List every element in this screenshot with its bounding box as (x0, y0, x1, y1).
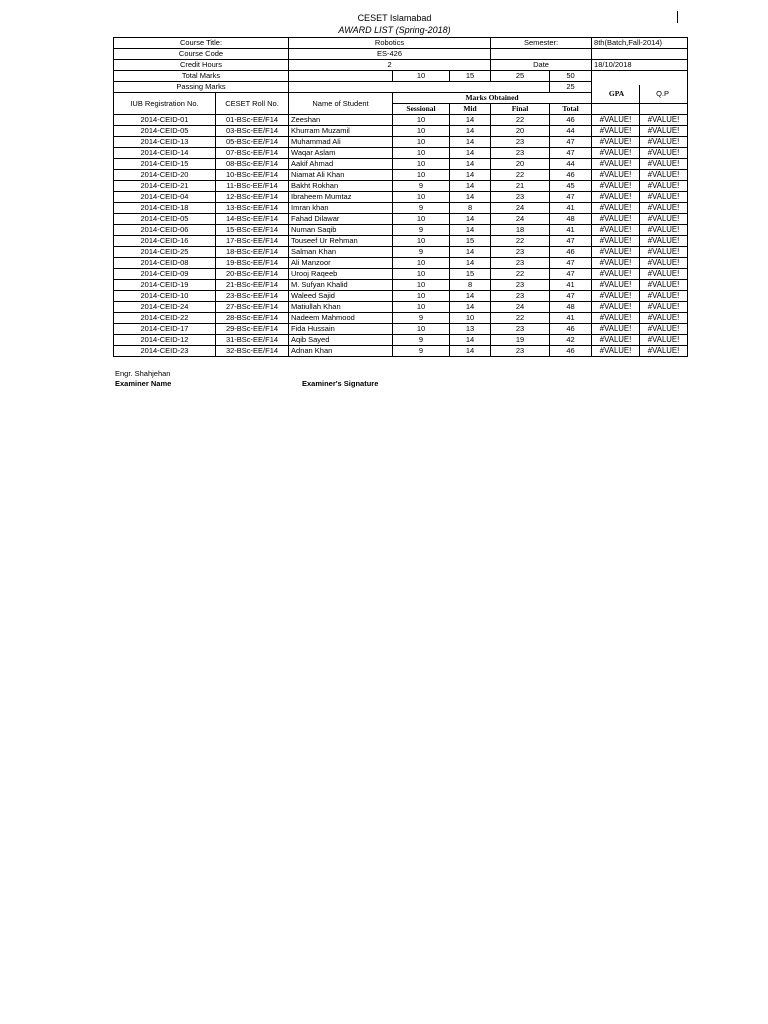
total-cell: 47 (550, 258, 592, 269)
reg-no-cell: 2014-CEID-05 (114, 214, 216, 225)
sessional-cell: 10 (393, 148, 450, 159)
mid-cell: 14 (450, 291, 491, 302)
student-name-cell: Nadeem Mahmood (289, 313, 393, 324)
final-cell: 23 (491, 324, 550, 335)
total-cell: 48 (550, 214, 592, 225)
final-cell: 18 (491, 225, 550, 236)
mid-cell: 14 (450, 148, 491, 159)
qp-cell: #VALUE! (640, 313, 688, 324)
sessional-cell: 10 (393, 269, 450, 280)
total-sessional: 10 (393, 71, 450, 82)
gpa-cell: #VALUE! (592, 302, 640, 313)
gpa-cell: #VALUE! (592, 346, 640, 357)
sessional-cell: 9 (393, 346, 450, 357)
gpa-cell: #VALUE! (592, 137, 640, 148)
course-code-blank (491, 49, 592, 60)
table-row (114, 291, 688, 302)
total-cell: 47 (550, 148, 592, 159)
mid-cell: 13 (450, 324, 491, 335)
final-header: Final (491, 104, 550, 115)
roll-no-cell: 15-BSc-EE/F14 (216, 225, 289, 236)
final-cell: 23 (491, 247, 550, 258)
roll-no-cell: 18-BSc-EE/F14 (216, 247, 289, 258)
student-name-cell: Bakht Rokhan (289, 181, 393, 192)
sessional-cell: 10 (393, 302, 450, 313)
sessional-header: Sessional (393, 104, 450, 115)
mid-cell: 14 (450, 258, 491, 269)
roll-no-header: CESET Roll No. (216, 93, 289, 115)
gpa-cell: #VALUE! (592, 269, 640, 280)
total-final: 25 (491, 71, 550, 82)
total-cell: 41 (550, 280, 592, 291)
final-cell: 20 (491, 159, 550, 170)
student-name-cell: Aqib Sayed (289, 335, 393, 346)
table-row (114, 258, 688, 269)
gpa-cell: #VALUE! (592, 335, 640, 346)
table-row (114, 280, 688, 291)
reg-no-cell: 2014-CEID-01 (114, 115, 216, 126)
student-name-cell: Zeeshan (289, 115, 393, 126)
roll-no-cell: 07-BSc-EE/F14 (216, 148, 289, 159)
qp-cell: #VALUE! (640, 280, 688, 291)
qp-cell: #VALUE! (640, 335, 688, 346)
total-marks-row (114, 71, 688, 82)
mid-cell: 15 (450, 236, 491, 247)
mid-cell: 14 (450, 247, 491, 258)
student-name-cell: Aakif Ahmad (289, 159, 393, 170)
sessional-cell: 10 (393, 170, 450, 181)
mid-cell: 8 (450, 280, 491, 291)
sessional-cell: 9 (393, 181, 450, 192)
table-row (114, 192, 688, 203)
final-cell: 22 (491, 236, 550, 247)
table-row (114, 236, 688, 247)
qp-cell: #VALUE! (640, 115, 688, 126)
examiner-signature-label: Examiner's Signature (302, 379, 379, 388)
award-list-table (113, 37, 688, 357)
passing-total: 25 (550, 82, 592, 93)
student-name-cell: Waqar Aslam (289, 148, 393, 159)
roll-no-cell: 12-BSc-EE/F14 (216, 192, 289, 203)
reg-no-cell: 2014-CEID-06 (114, 225, 216, 236)
credit-hours-row (114, 60, 688, 71)
reg-no-cell: 2014-CEID-14 (114, 148, 216, 159)
reg-no-cell: 2014-CEID-16 (114, 236, 216, 247)
student-name-cell: M. Sufyan Khalid (289, 280, 393, 291)
mid-header: Mid (450, 104, 491, 115)
reg-no-cell: 2014-CEID-12 (114, 335, 216, 346)
table-row (114, 214, 688, 225)
gpa-cell: #VALUE! (592, 225, 640, 236)
roll-no-cell: 03-BSc-EE/F14 (216, 126, 289, 137)
total-cell: 47 (550, 192, 592, 203)
mid-cell: 14 (450, 181, 491, 192)
qp-cell: #VALUE! (640, 302, 688, 313)
sessional-cell: 9 (393, 203, 450, 214)
student-name-cell: Ali Manzoor (289, 258, 393, 269)
qp-spacer (640, 104, 688, 115)
table-row (114, 148, 688, 159)
gpa-cell: #VALUE! (592, 203, 640, 214)
total-total: 50 (550, 71, 592, 82)
roll-no-cell: 21-BSc-EE/F14 (216, 280, 289, 291)
roll-no-cell: 19-BSc-EE/F14 (216, 258, 289, 269)
gpa-qp-header (592, 71, 688, 104)
qp-cell: #VALUE! (640, 225, 688, 236)
reg-no-cell: 2014-CEID-13 (114, 137, 216, 148)
reg-no-cell: 2014-CEID-09 (114, 269, 216, 280)
mid-cell: 14 (450, 302, 491, 313)
total-cell: 48 (550, 302, 592, 313)
final-cell: 23 (491, 192, 550, 203)
gpa-cell: #VALUE! (592, 280, 640, 291)
course-title-label: Course Title: (114, 38, 289, 49)
total-cell: 44 (550, 126, 592, 137)
qp-cell: #VALUE! (640, 192, 688, 203)
total-cell: 47 (550, 269, 592, 280)
sessional-cell: 9 (393, 313, 450, 324)
sessional-cell: 10 (393, 192, 450, 203)
table-row (114, 203, 688, 214)
roll-no-cell: 11-BSc-EE/F14 (216, 181, 289, 192)
student-name-cell: Ibraheem Mumtaz (289, 192, 393, 203)
qp-header: Q.P (656, 89, 670, 98)
mid-cell: 10 (450, 313, 491, 324)
qp-cell: #VALUE! (640, 137, 688, 148)
sessional-cell: 10 (393, 291, 450, 302)
marks-obtained-header: Marks Obtained (393, 93, 592, 104)
reg-no-cell: 2014-CEID-17 (114, 324, 216, 335)
final-cell: 19 (491, 335, 550, 346)
sessional-cell: 10 (393, 115, 450, 126)
mid-cell: 14 (450, 192, 491, 203)
roll-no-cell: 28-BSc-EE/F14 (216, 313, 289, 324)
mid-cell: 14 (450, 126, 491, 137)
reg-no-cell: 2014-CEID-22 (114, 313, 216, 324)
sessional-cell: 9 (393, 335, 450, 346)
table-row (114, 170, 688, 181)
student-name-cell: Waleed Sajid (289, 291, 393, 302)
sessional-cell: 9 (393, 247, 450, 258)
final-cell: 23 (491, 137, 550, 148)
mid-cell: 14 (450, 159, 491, 170)
sessional-cell: 10 (393, 258, 450, 269)
gpa-header: GPA (594, 85, 640, 103)
roll-no-cell: 20-BSc-EE/F14 (216, 269, 289, 280)
total-cell: 41 (550, 225, 592, 236)
total-cell: 47 (550, 137, 592, 148)
qp-cell: #VALUE! (640, 126, 688, 137)
final-cell: 23 (491, 346, 550, 357)
semester-value: 8th(Batch,Fall-2014) (592, 38, 688, 49)
student-name-cell: Adnan Khan (289, 346, 393, 357)
qp-cell: #VALUE! (640, 214, 688, 225)
sessional-cell: 10 (393, 214, 450, 225)
total-cell: 46 (550, 324, 592, 335)
total-cell: 46 (550, 346, 592, 357)
date-label: Date (491, 60, 592, 71)
mid-cell: 14 (450, 214, 491, 225)
final-cell: 23 (491, 148, 550, 159)
student-name-cell: Numan Saqib (289, 225, 393, 236)
reg-no-cell: 2014-CEID-25 (114, 247, 216, 258)
reg-no-cell: 2014-CEID-19 (114, 280, 216, 291)
gpa-cell: #VALUE! (592, 115, 640, 126)
roll-no-cell: 13-BSc-EE/F14 (216, 203, 289, 214)
course-code-label: Course Code (114, 49, 289, 60)
table-row (114, 346, 688, 357)
name-header: Name of Student (289, 93, 393, 115)
total-cell: 45 (550, 181, 592, 192)
gpa-cell: #VALUE! (592, 258, 640, 269)
reg-no-cell: 2014-CEID-05 (114, 126, 216, 137)
gpa-cell: #VALUE! (592, 148, 640, 159)
qp-cell: #VALUE! (640, 269, 688, 280)
table-row (114, 115, 688, 126)
reg-no-cell: 2014-CEID-21 (114, 181, 216, 192)
qp-cell: #VALUE! (640, 258, 688, 269)
roll-no-cell: 29-BSc-EE/F14 (216, 324, 289, 335)
final-cell: 24 (491, 214, 550, 225)
gpa-cell: #VALUE! (592, 324, 640, 335)
roll-no-cell: 05-BSc-EE/F14 (216, 137, 289, 148)
total-cell: 41 (550, 313, 592, 324)
reg-no-cell: 2014-CEID-20 (114, 170, 216, 181)
gpa-cell: #VALUE! (592, 214, 640, 225)
table-row (114, 313, 688, 324)
table-row (114, 324, 688, 335)
final-cell: 24 (491, 203, 550, 214)
student-name-cell: Khurram Muzamil (289, 126, 393, 137)
roll-no-cell: 17-BSc-EE/F14 (216, 236, 289, 247)
mid-cell: 14 (450, 225, 491, 236)
table-row (114, 335, 688, 346)
passing-marks-blank (289, 82, 550, 93)
student-name-cell: Touseef Ur Rehman (289, 236, 393, 247)
total-cell: 41 (550, 203, 592, 214)
student-name-cell: Matiullah Khan (289, 302, 393, 313)
student-name-cell: Imran khan (289, 203, 393, 214)
sessional-cell: 10 (393, 159, 450, 170)
total-mid: 15 (450, 71, 491, 82)
table-row (114, 269, 688, 280)
reg-no-cell: 2014-CEID-08 (114, 258, 216, 269)
table-row (114, 225, 688, 236)
final-cell: 21 (491, 181, 550, 192)
final-cell: 23 (491, 258, 550, 269)
gpa-cell: #VALUE! (592, 291, 640, 302)
final-cell: 22 (491, 170, 550, 181)
qp-cell: #VALUE! (640, 181, 688, 192)
qp-cell: #VALUE! (640, 203, 688, 214)
roll-no-cell: 31-BSc-EE/F14 (216, 335, 289, 346)
roll-no-cell: 01-BSc-EE/F14 (216, 115, 289, 126)
course-code-value: ES-426 (289, 49, 491, 60)
sessional-cell: 10 (393, 324, 450, 335)
final-cell: 23 (491, 280, 550, 291)
sessional-cell: 10 (393, 126, 450, 137)
total-marks-label: Total Marks (114, 71, 289, 82)
reg-no-cell: 2014-CEID-23 (114, 346, 216, 357)
semester-label: Semester: (491, 38, 592, 49)
total-cell: 46 (550, 247, 592, 258)
gpa-cell: #VALUE! (592, 170, 640, 181)
gpa-spacer (592, 104, 640, 115)
table-row (114, 159, 688, 170)
reg-no-cell: 2014-CEID-24 (114, 302, 216, 313)
qp-cell: #VALUE! (640, 170, 688, 181)
qp-cell: #VALUE! (640, 346, 688, 357)
institute-title: CESET Islamabad (357, 13, 432, 23)
roll-no-cell: 10-BSc-EE/F14 (216, 170, 289, 181)
sessional-cell: 9 (393, 225, 450, 236)
total-header: Total (550, 104, 592, 115)
mid-cell: 15 (450, 269, 491, 280)
roll-no-cell: 32-BSc-EE/F14 (216, 346, 289, 357)
final-cell: 24 (491, 302, 550, 313)
course-code-row (114, 49, 688, 60)
mid-cell: 14 (450, 346, 491, 357)
student-name-cell: Fahad Dilawar (289, 214, 393, 225)
mid-cell: 14 (450, 137, 491, 148)
reg-no-cell: 2014-CEID-15 (114, 159, 216, 170)
student-name-cell: Muhammad Ali (289, 137, 393, 148)
total-cell: 47 (550, 291, 592, 302)
reg-no-header: IUB Registration No. (114, 93, 216, 115)
total-marks-blank (289, 71, 393, 82)
gpa-cell: #VALUE! (592, 159, 640, 170)
mid-cell: 14 (450, 335, 491, 346)
credit-hours-label: Credit Hours (114, 60, 289, 71)
student-name-cell: Salman Khan (289, 247, 393, 258)
final-cell: 23 (491, 291, 550, 302)
sessional-cell: 10 (393, 280, 450, 291)
final-cell: 22 (491, 115, 550, 126)
qp-cell: #VALUE! (640, 148, 688, 159)
sessional-cell: 10 (393, 137, 450, 148)
mid-cell: 8 (450, 203, 491, 214)
examiner-name-label: Examiner Name (115, 379, 172, 388)
total-cell: 46 (550, 170, 592, 181)
course-title-row (114, 38, 688, 49)
roll-no-cell: 27-BSc-EE/F14 (216, 302, 289, 313)
mid-cell: 14 (450, 170, 491, 181)
reg-no-cell: 2014-CEID-18 (114, 203, 216, 214)
reg-no-cell: 2014-CEID-04 (114, 192, 216, 203)
table-row (114, 247, 688, 258)
gpa-cell: #VALUE! (592, 247, 640, 258)
qp-cell: #VALUE! (640, 291, 688, 302)
sessional-cell: 10 (393, 236, 450, 247)
gpa-cell: #VALUE! (592, 126, 640, 137)
award-list-title: AWARD LIST (Spring-2018) (338, 25, 451, 35)
qp-cell: #VALUE! (640, 247, 688, 258)
roll-no-cell: 14-BSc-EE/F14 (216, 214, 289, 225)
table-row (114, 302, 688, 313)
gpa-cell: #VALUE! (592, 181, 640, 192)
date-value: 18/10/2018 (592, 60, 688, 71)
table-row (114, 126, 688, 137)
passing-marks-label: Passing Marks (114, 82, 289, 93)
gpa-cell: #VALUE! (592, 192, 640, 203)
total-cell: 44 (550, 159, 592, 170)
student-name-cell: Fida Hussain (289, 324, 393, 335)
qp-cell: #VALUE! (640, 159, 688, 170)
course-title-value: Robotics (289, 38, 491, 49)
table-row (114, 181, 688, 192)
roll-no-cell: 23-BSc-EE/F14 (216, 291, 289, 302)
examiner: Engr. Shahjehan (115, 369, 171, 378)
course-code-blank-2 (592, 49, 688, 60)
student-name-cell: Urooj Raqeeb (289, 269, 393, 280)
total-cell: 46 (550, 115, 592, 126)
final-cell: 22 (491, 269, 550, 280)
mid-cell: 14 (450, 115, 491, 126)
gpa-cell: #VALUE! (592, 236, 640, 247)
cursor-bar (677, 11, 678, 23)
table-row (114, 137, 688, 148)
total-cell: 47 (550, 236, 592, 247)
gpa-cell: #VALUE! (592, 313, 640, 324)
roll-no-cell: 08-BSc-EE/F14 (216, 159, 289, 170)
qp-cell: #VALUE! (640, 324, 688, 335)
final-cell: 22 (491, 313, 550, 324)
student-name-cell: Niamat Ali Khan (289, 170, 393, 181)
final-cell: 20 (491, 126, 550, 137)
credit-hours-value: 2 (289, 60, 491, 71)
qp-cell: #VALUE! (640, 236, 688, 247)
total-cell: 42 (550, 335, 592, 346)
reg-no-cell: 2014-CEID-10 (114, 291, 216, 302)
